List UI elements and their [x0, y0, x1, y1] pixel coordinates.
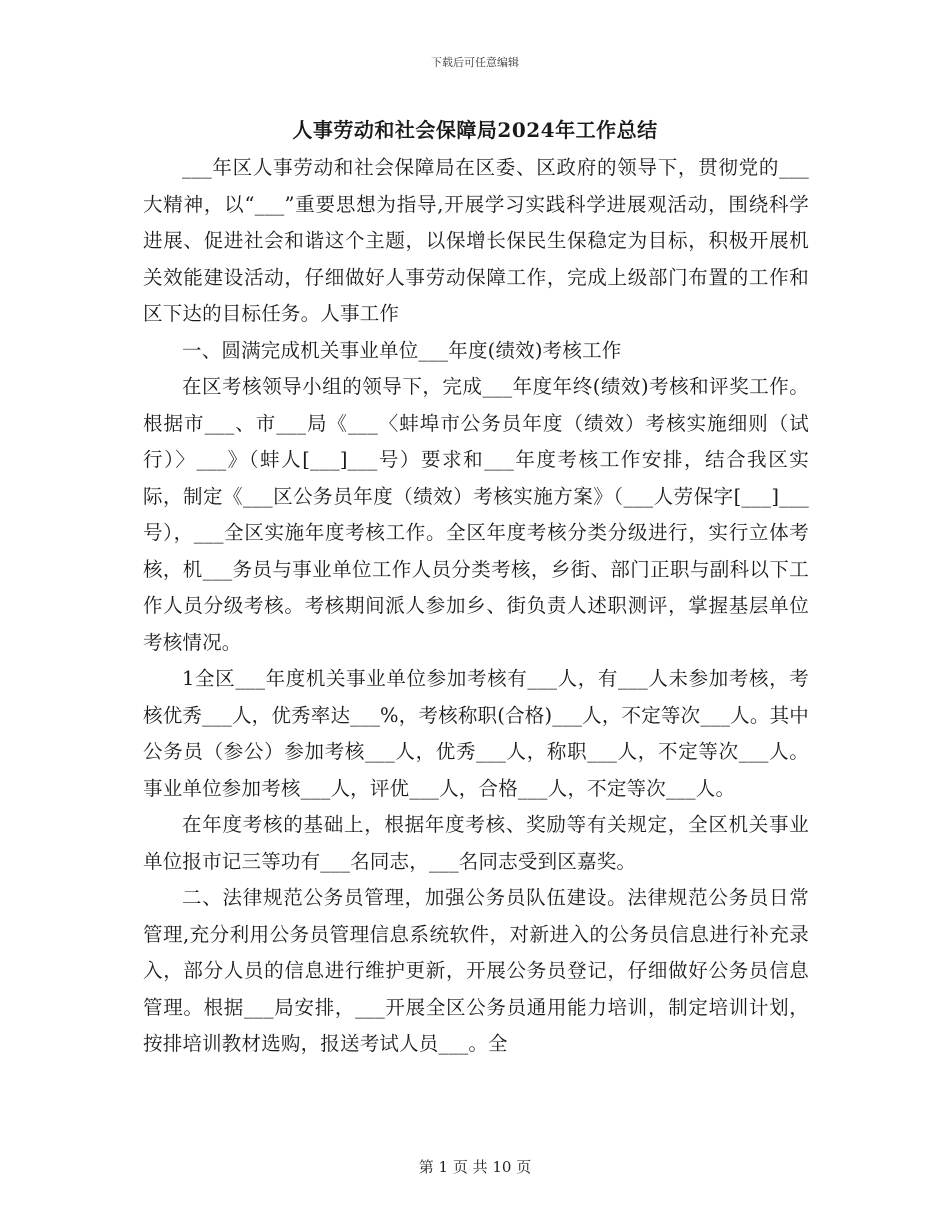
page-number: 第 1 页 共 10 页: [418, 1158, 532, 1176]
paragraph: 在区考核领导小组的领导下，完成___年度年终(绩效)考核和评奖工作。根据市___、市___局《___〈蚌埠市公务员年度（绩效）考核实施细则（试行）〉___》（蚌人[___]___号）要求和___年度考核工作安排，结合我区实际，制定《___区公务员年度（绩效）考核实施方案》（___人劳保字[___]___号），___全区实施年度考核工作。全区年度考核分类分级进行，实行立体考核，机___务员与事业单位工作人员分类考核，乡街、部门正职与副科以下工作人员分级考核。考核期间派人参加乡、街负责人述职测评，掌握基层单位考核情况。: [143, 375, 809, 654]
paragraph: 在年度考核的基础上，根据年度考核、奖励等有关规定，全区机关事业单位报市记三等功有___名同志，___名同志受到区嘉奖。: [143, 813, 809, 873]
paragraph: 二、法律规范公务员管理，加强公务员队伍建设。法律规范公务员日常管理,充分利用公务员管理信息系统软件，对新进入的公务员信息进行补充录入，部分人员的信息进行维护更新，开展公务员登记，仔细做好公务员信息管理。根据___局安排，___开展全区公务员通用能力培训，制定培训计划，按排培训教材选购，报送考试人员___。全: [143, 886, 809, 1055]
paragraph: 1全区___年度机关事业单位参加考核有___人，有___人未参加考核，考核优秀___人，优秀率达___%，考核称职(合格)___人，不定等次___人。其中公务员（参公）参加考核___人，优秀___人，称职___人，不定等次___人。事业单位参加考核___人，评优___人，合格___人，不定等次___人。: [143, 667, 809, 800]
document-body: [143, 150, 809, 1063]
document-title: 人事劳动和社会保障局2024年工作总结: [292, 118, 658, 142]
header-note: 下载后可任意编辑: [431, 56, 519, 69]
paragraph: ___年区人事劳动和社会保障局在区委、区政府的领导下，贯彻党的___大精神，以“___”重要思想为指导,开展学习实践科学进展观活动，围绕科学进展、促进社会和谐这个主题，以保增长保民生保稳定为目标，积极开展机关效能建设活动，仔细做好人事劳动保障工作，完成上级部门布置的工作和区下达的目标任务。人事工作: [143, 156, 809, 325]
paragraph: 一、圆满完成机关事业单位___年度(绩效)考核工作: [182, 338, 622, 362]
